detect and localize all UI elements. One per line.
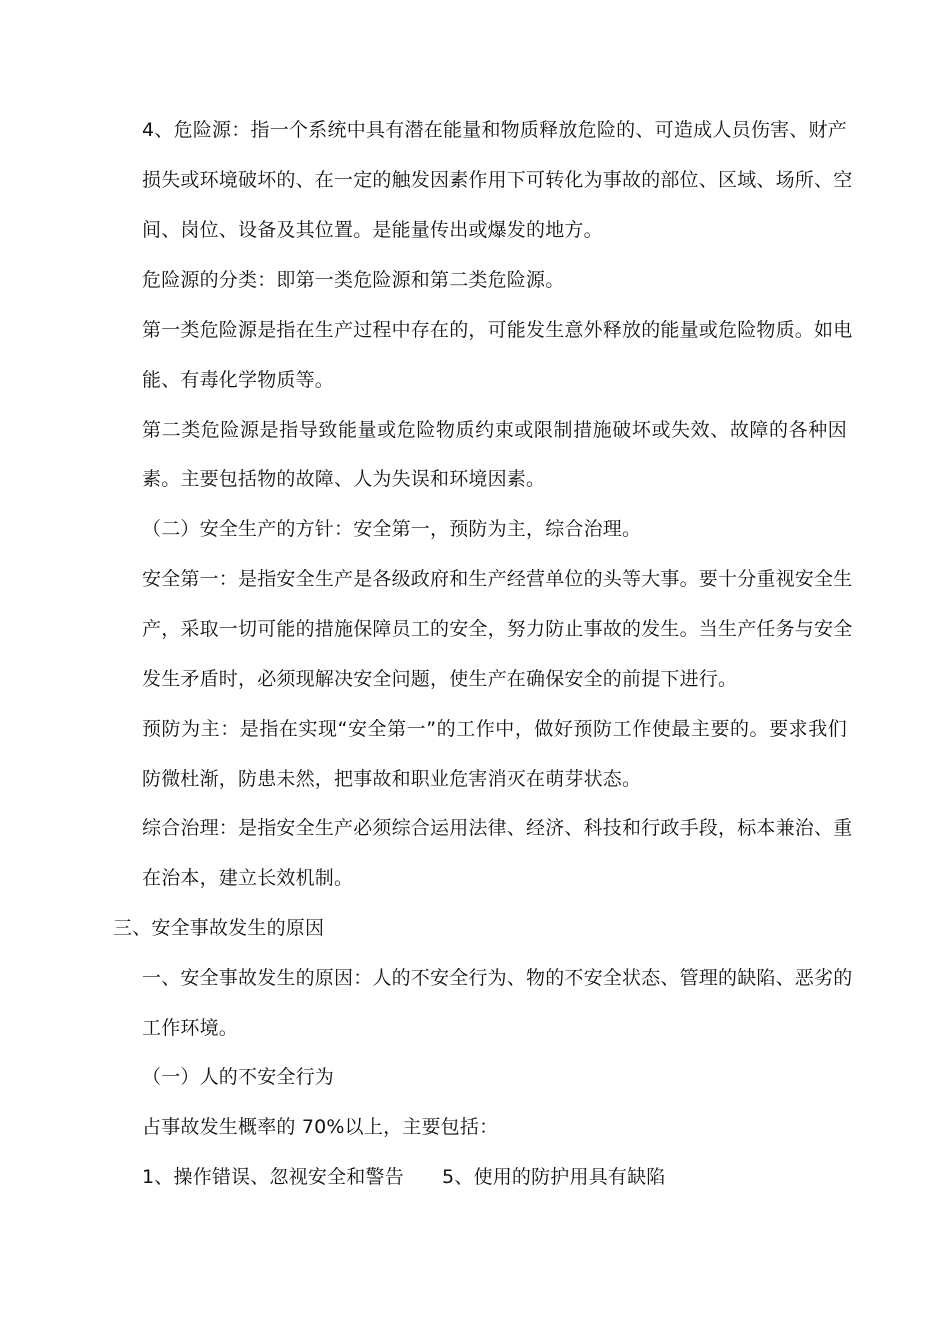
paragraph-line: 危险源的分类：即第一类危险源和第二类危险源。 <box>142 269 565 291</box>
paragraph-line: 预防为主：是指在实现“安全第一”的工作中，做好预防工作使最主要的。要求我们 <box>142 718 847 740</box>
paragraph-line: 安全第一：是指安全生产是各级政府和生产经营单位的头等大事。要十分重视安全生 <box>142 568 853 590</box>
paragraph-line: 产，采取一切可能的措施保障员工的安全，努力防止事故的发生。当生产任务与安全 <box>142 618 853 640</box>
paragraph-line: 发生矛盾时，必须现解决安全问题，使生产在确保安全的前提下进行。 <box>142 668 738 690</box>
paragraph-line: 第一类危险源是指在生产过程中存在的，可能发生意外释放的能量或危险物质。如电 <box>142 319 853 341</box>
paragraph-line: 能、有毒化学物质等。 <box>142 369 335 391</box>
section-heading: （一）人的不安全行为 <box>142 1066 335 1088</box>
paragraph-line: 防微杜渐，防患未然，把事故和职业危害消灭在萌芽状态。 <box>142 768 642 790</box>
paragraph-line: 间、岗位、设备及其位置。是能量传出或爆发的地方。 <box>142 219 603 241</box>
paragraph-line: 综合治理：是指安全生产必须综合运用法律、经济、科技和行政手段，标本兼治、重 <box>142 817 853 839</box>
paragraph-line: 占事故发生概率的 70%以上，主要包括： <box>142 1116 499 1138</box>
paragraph-line: 工作环境。 <box>142 1017 239 1039</box>
section-heading: （二）安全生产的方针：安全第一，预防为主，综合治理。 <box>142 518 642 540</box>
paragraph-line: 素。主要包括物的故障、人为失误和环境因素。 <box>142 468 546 490</box>
paragraph-line: 一、安全事故发生的原因：人的不安全行为、物的不安全状态、管理的缺陷、恶劣的 <box>142 967 853 989</box>
paragraph-line: 第二类危险源是指导致能量或危险物质约束或限制措施破坏或失效、故障的各种因 <box>142 419 847 441</box>
list-item-right: 5、使用的防护用具有缺陷 <box>442 1166 666 1188</box>
paragraph-line: 4、危险源：指一个系统中具有潜在能量和物质释放危险的、可造成人员伤害、财产 <box>142 119 847 141</box>
chapter-heading: 三、安全事故发生的原因 <box>113 917 325 939</box>
paragraph-line: 损失或环境破坏的、在一定的触发因素作用下可转化为事故的部位、区域、场所、空 <box>142 169 853 191</box>
paragraph-line: 在治本，建立长效机制。 <box>142 867 354 889</box>
list-item-left: 1、操作错误、忽视安全和警告 <box>142 1166 404 1188</box>
